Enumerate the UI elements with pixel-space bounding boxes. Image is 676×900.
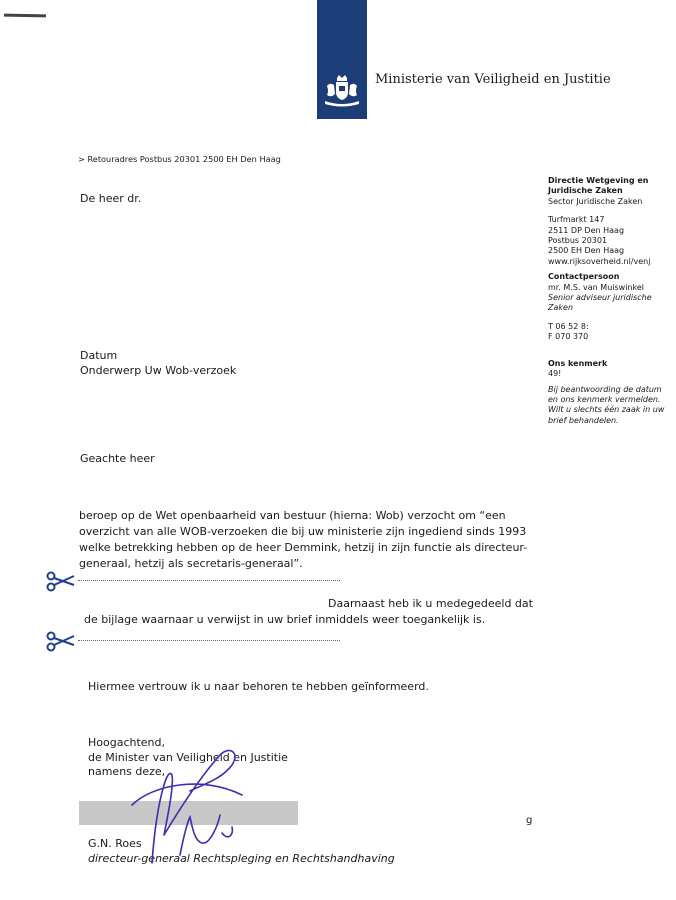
scan-edge-mark (4, 14, 46, 18)
department-line-1: Directie Wetgeving en (548, 176, 649, 185)
handwritten-signature (92, 745, 252, 875)
closing-line: de Minister van Veiligheid en Justitie (88, 750, 288, 764)
ministry-logo-bar (317, 0, 367, 119)
reference-heading: Ons kenmerk (548, 358, 608, 368)
paragraph-line: beroep op de Wet openbaarheid van bestuur (hierna: Wob) verzocht om “een (79, 509, 506, 522)
reference-note-line: Bij beantwoording de datum (548, 384, 662, 394)
reference-note-line: brief behandelen. (548, 415, 619, 425)
letter-meta (80, 349, 236, 378)
contact-heading: Contactpersoon (548, 272, 620, 282)
address-line: 2500 EH Den Haag (548, 246, 625, 256)
reference-note-line: Wilt u slechts één zaak in uw (548, 405, 665, 415)
reference-value: 49! (548, 369, 562, 379)
closing-line: Hoogachtend, (88, 736, 166, 749)
contact-name: mr. M.S. van Muiswinkel (548, 282, 644, 292)
ministry-name: Ministerie van Veiligheid en Justitie (375, 72, 611, 87)
page-marker: g (526, 815, 533, 826)
date-label: Datum (80, 349, 118, 362)
signer-role: directeur-generaal Rechtspleging en Rechtshandhaving (88, 851, 395, 865)
sector: Sector Juridische Zaken (548, 196, 643, 206)
paragraph-line: welke betrekking hebben op de heer Demmink, hetzij in zijn functie als directeur- (79, 541, 528, 554)
address-line: Turfmarkt 147 (548, 215, 605, 225)
coat-of-arms-icon (321, 74, 363, 108)
website: www.rijksoverheid.nl/venj (548, 256, 651, 266)
paragraph-1 (79, 508, 539, 572)
contact-role-line-2: Zaken (548, 303, 574, 313)
contact-role-line-1: Senior adviseur juridische (548, 293, 652, 303)
sender-details (548, 176, 676, 426)
subject-value: Uw Wob-verzoek (144, 363, 237, 377)
cut-marker (46, 570, 346, 592)
fax: F 070 370 (548, 332, 589, 342)
paragraph-line: overzicht van alle WOB-verzoeken die bij uw ministerie zijn ingediend sinds 1993 (79, 525, 527, 538)
paragraph-3: Hiermee vertrouw ik u naar behoren te hebben geïnformeerd. (88, 680, 429, 693)
salutation: Geachte heer (80, 452, 155, 465)
scissors-icon (46, 630, 76, 652)
return-address: > Retouradres Postbus 20301 2500 EH Den Haag (78, 154, 281, 164)
signer-name: G.N. Roes (88, 837, 142, 850)
scissors-icon (46, 570, 76, 592)
phone: T 06 52 8: (548, 321, 589, 331)
reference-note-line: en ons kenmerk vermelden. (548, 394, 661, 404)
department-line-2: Juridische Zaken (548, 186, 623, 196)
address-line: 2511 DP Den Haag (548, 225, 625, 235)
closing-line: namens deze, (88, 765, 166, 778)
subject-label: Onderwerp (80, 363, 142, 377)
addressee: De heer dr. (80, 192, 142, 205)
paragraph-2-part-2: de bijlage waarnaar u verwijst in uw brief inmiddels weer toegankelijk is. (84, 613, 486, 626)
paragraph-line: generaal, hetzij als secretaris-generaal”. (79, 557, 303, 570)
address-line: Postbus 20301 (548, 236, 608, 246)
paragraph-2-part-1: Daarnaast heb ik u medegedeeld dat (328, 597, 533, 610)
cut-marker (46, 630, 346, 652)
